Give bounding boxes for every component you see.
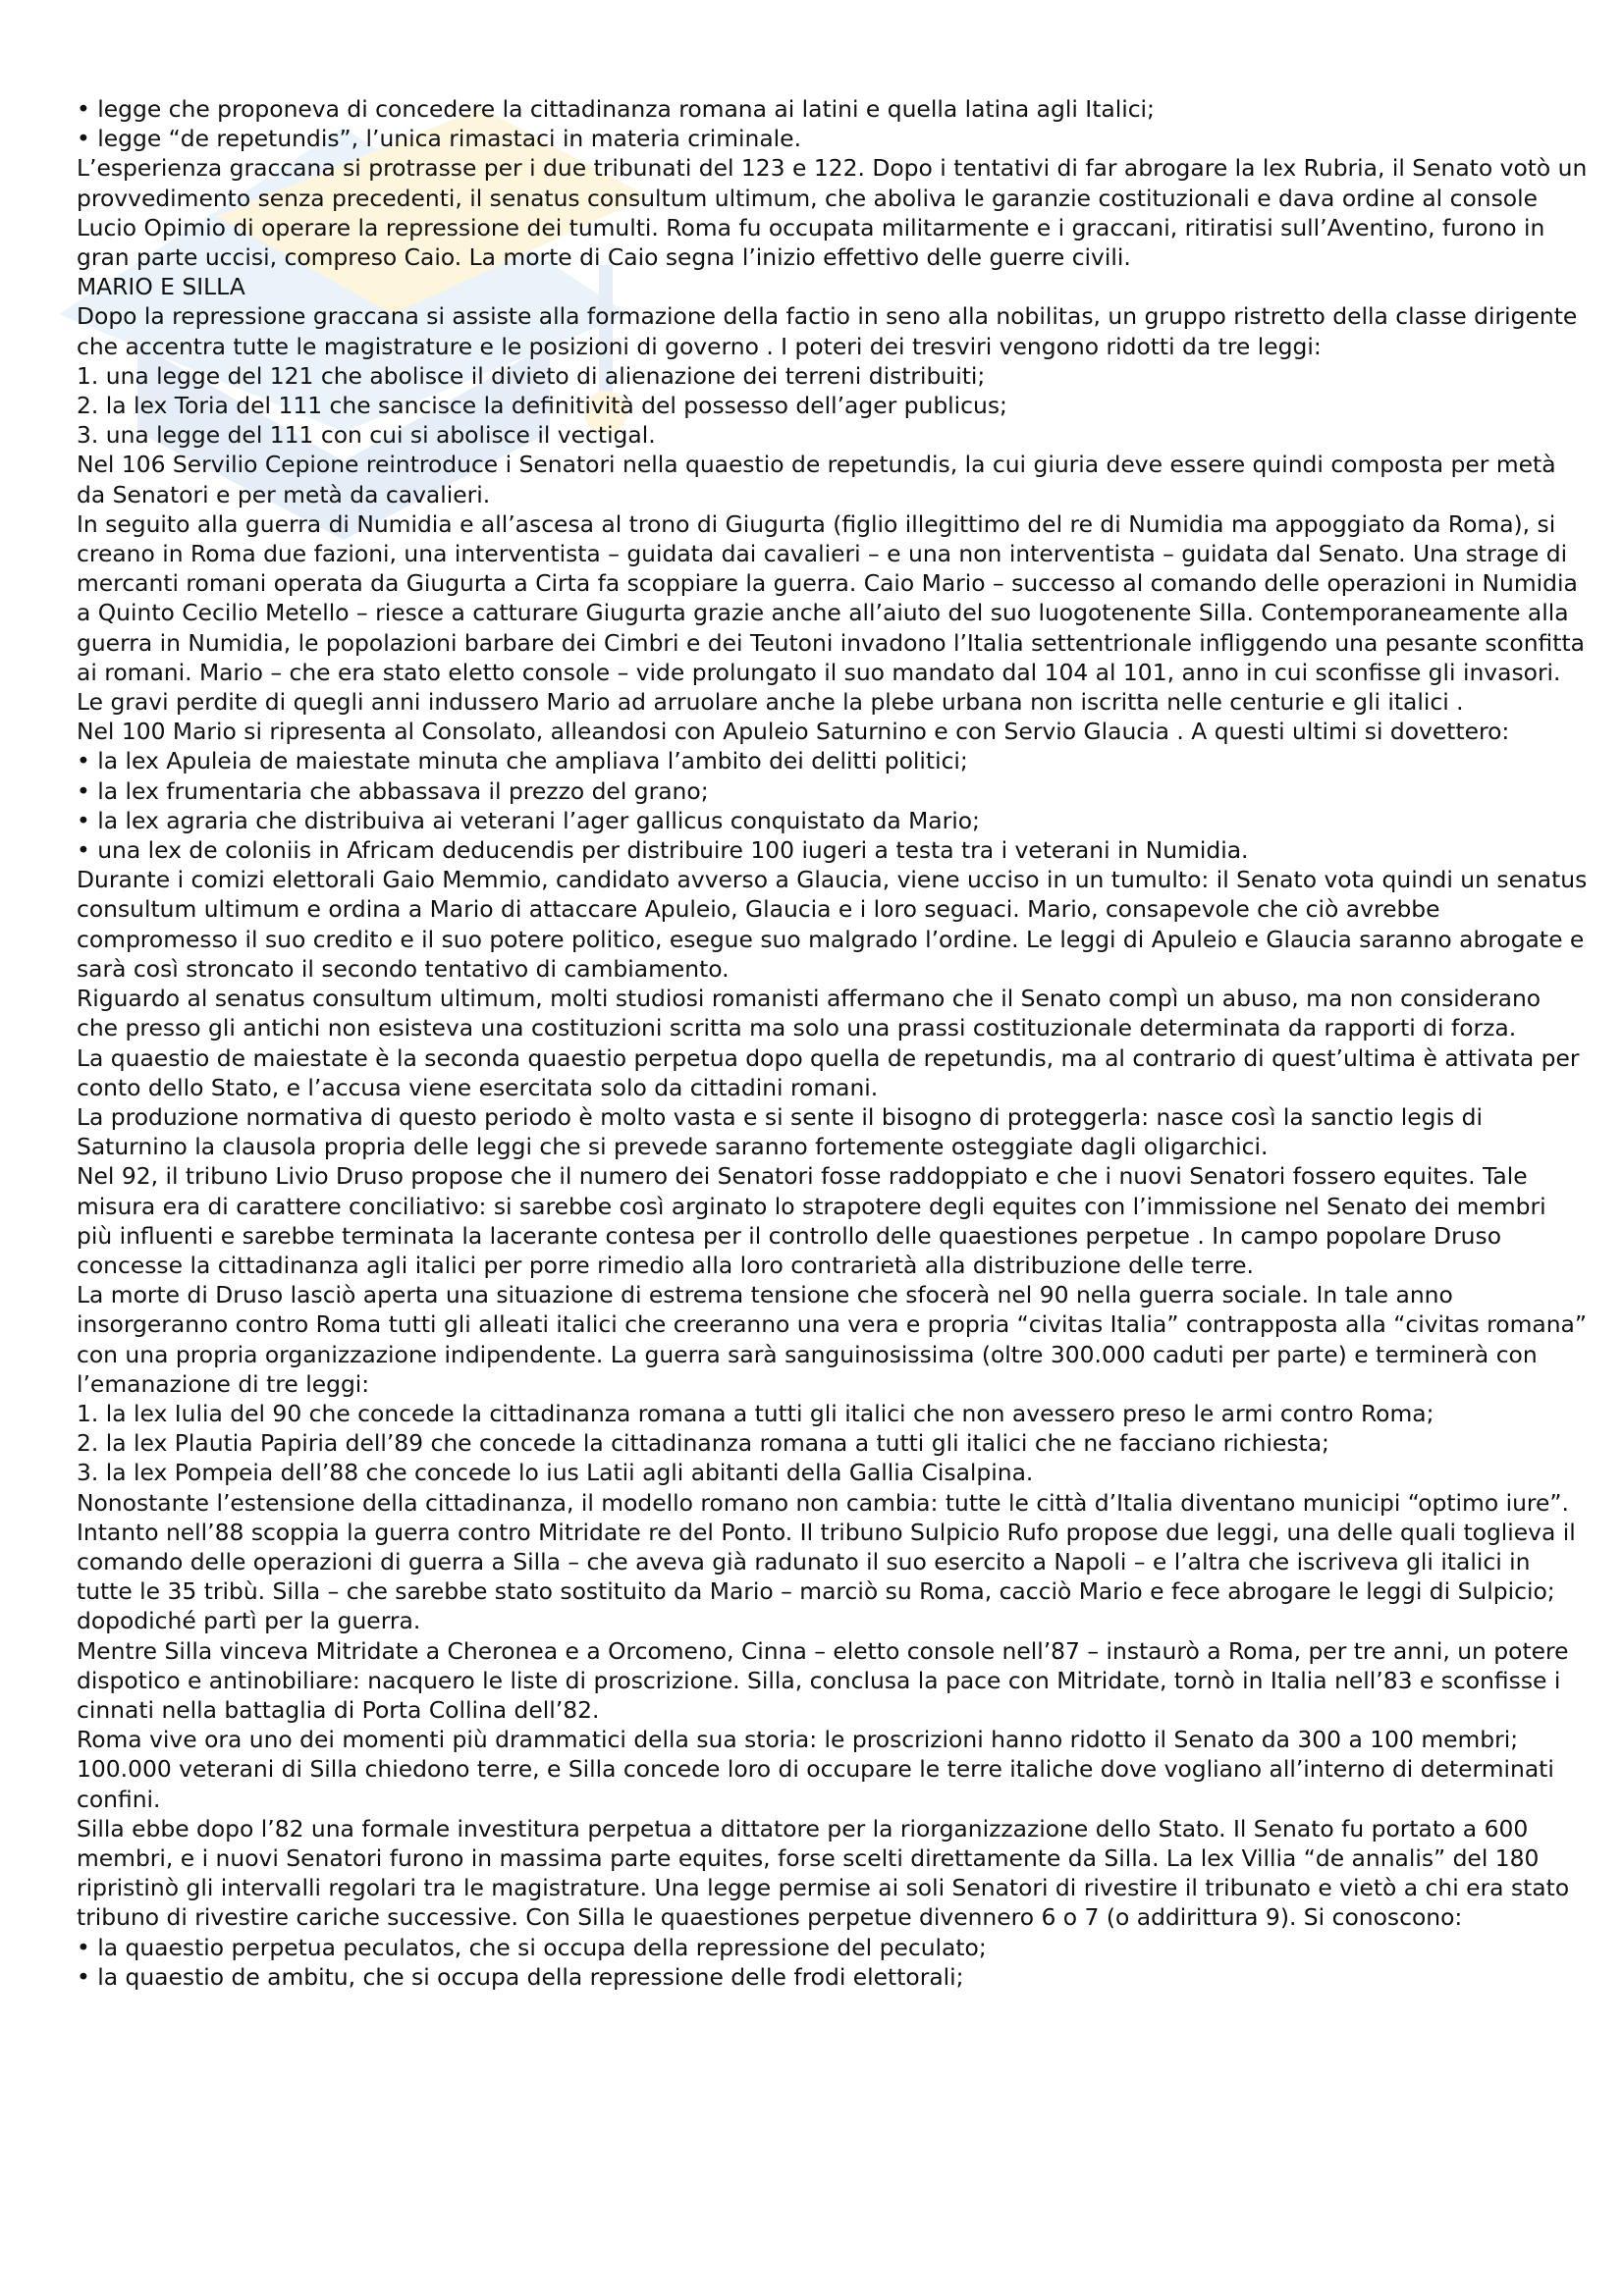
list-item: 2. la lex Toria del 111 che sancisce la definitività del possesso dell’ager publicus; [77,392,1007,420]
list-item: 1. la lex Iulia del 90 che concede la cittadinanza romana a tutti gli italici che non avessero preso le armi contro Roma; [77,1399,1434,1427]
list-leggi-apuleio [77,746,1589,865]
list-leggi-cittadinanza [77,1399,1589,1488]
paragraph-livio-druso: Nel 92, il tribuno Livio Druso propose che il numero dei Senatori fosse raddoppiato e che i nuovi Senatori fossero equites. Tale misura era di carattere conciliativo: si sarebbe così arginato lo strapotere degli equites con l’immissione nel Senato dei membri più influenti e sarebbe terminata la lacerante contesa per il controllo delle quaestiones perpetue . In campo popolare Druso concesse la cittadinanza agli italici per porre rimedio alla loro contrarietà alla distribuzione delle terre. [77,1162,1546,1279]
list-quaestiones [77,1933,1589,1992]
list-item: • una lex de coloniis in Africam deducendis per distribuire 100 iugeri a testa tra i veterani in Numidia. [77,836,1249,865]
paragraph-guerra-numidia: In seguito alla guerra di Numidia e all’ascesa al trono di Giugurta (figlio illegittimo del re di Numidia ma appoggiato da Roma), si creano in Roma due fazioni, una interventista – guidata dai cavalieri – e una non interventista – guidata dal Senato. Una strage di mercanti romani operata da Giugurta a Cirta fa scoppiare la guerra. Caio Mario – successo al comando delle operazioni in Numidia a Quinto Cecilio Metello – riesce a catturare Giugurta grazie anche all’aiuto del suo luogotenente Silla. Contemporaneamente alla guerra in Numidia, le popolazioni barbare dei Cimbri e dei Teutoni invadono l’Italia settentrionale infliggendo una pesante sconfitta ai romani. Mario – che era stato eletto console – vide prolungato il suo mandato dal 104 al 101, anno in cui sconfisse gli invasori. Le gravi perdite di quegli anni indussero Mario ad arruolare anche la plebe urbana non iscritta nelle centurie e gli italici . [77,509,1585,717]
list-item: • la quaestio de ambitu, che si occupa della repressione delle frodi elettorali; [77,1962,964,1991]
bullet-legge-de-repetundis: • legge “de repetundis”, l’unica rimastaci in materia criminale. [77,125,802,153]
paragraph-estensione-cittadinanza: Nonostante l’estensione della cittadinanza, il modello romano non cambia: tutte le città d’Italia diventano municipi “optimo iure”. [77,1488,1569,1517]
paragraph-proscrizioni: Roma vive ora uno dei momenti più drammatici della sua storia: le proscrizioni hanno ridotto il Senato da 300 a 100 membri; 100.000 veterani di Silla chiedono terre, e Silla concede loro di occupare le terre italiche dove vogliano all’interno di determinati confini. [77,1726,1554,1813]
paragraph-produzione-normativa: La produzione normativa di questo periodo è molto vasta e si sente il bisogno di proteggerla: nasce così la sanctio legis di Saturnino la clausola propria delle leggi che si prevede saranno fortemente osteggiate dagli oligarchici. [77,1102,1483,1161]
section-heading-mario-e-silla: MARIO E SILLA [77,273,245,301]
list-item: • la lex agraria che distribuiva ai veterani l’ager gallicus conquistato da Mario; [77,806,980,834]
document-page [77,94,1589,1992]
paragraph-senatus-consultum: Riguardo al senatus consultum ultimum, molti studiosi romanisti affermano che il Senato compì un abuso, ma non considerano che presso gli antichi non esisteva una costituzioni scritta ma solo una prassi costituzionale determinata da rapporti di forza. [77,985,1542,1042]
paragraph-servilio-cepione: Nel 106 Servilio Cepione reintroduce i Senatori nella quaestio de repetundis, la cui giuria deve essere quindi composta per metà da Senatori e per metà da cavalieri. [77,451,1556,508]
list-item: • la quaestio perpetua peculatos, che si occupa della repressione del peculato; [77,1933,987,1961]
paragraph-comizi-elettorali: Durante i comizi elettorali Gaio Memmio, candidato avverso a Glaucia, viene ucciso in un tumulto: il Senato vota quindi un senatus consultum ultimum e ordina a Mario di attaccare Apuleio, Glaucia e i loro seguaci. Mario, consapevole che ciò avrebbe compromesso il suo credito e il suo potere politico, esegue suo malgrado l’ordine. Le leggi di Apuleio e Glaucia saranno abrogate e sarà così stroncato il secondo tentativo di cambiamento. [77,866,1588,983]
paragraph-guerra-sociale: La morte di Druso lasciò aperta una situazione di estrema tensione che sfocerà nel 90 nella guerra sociale. In tale anno insorgeranno contro Roma tutti gli alleati italici che creeranno una vera e propria “civitas Italia” contrapposta alla “civitas romana” con una propria organizzazione indipendente. La guerra sarà sanguinosissima (oltre 300.000 caduti per parte) e terminerà con l’emanazione di tre leggi: [77,1281,1587,1398]
list-item: 3. una legge del 111 con cui si abolisce il vectigal. [77,421,656,450]
bullet-cittadinanza-latini: • legge che proponeva di concedere la cittadinanza romana ai latini e quella latina agli Italici; [77,95,1155,123]
list-leggi-tresviri [77,361,1589,451]
paragraph-guerra-mitridate: Intanto nell’88 scoppia la guerra contro Mitridate re del Ponto. Il tribuno Sulpicio Rufo propose due leggi, una delle quali toglieva il comando delle operazioni di guerra a Silla – che aveva già radunato il suo esercito a Napoli – e l’altra che iscriveva gli italici in tutte le 35 tribù. Silla – che sarebbe stato sostituito da Mario – marciò su Roma, cacciò Mario e fece abrogare le leggi di Sulpicio; dopodiché partì per la guerra. [77,1518,1576,1635]
paragraph-silla-dittatore: Silla ebbe dopo l’82 una formale investitura perpetua a dittatore per la riorganizzazione dello Stato. Il Senato fu portato a 600 membri, e i nuovi Senatori furono in massima parte equites, forse scelti direttamente da Silla. La lex Villia “de annalis” del 180 ripristinò gli intervalli regolari tra le magistrature. Una legge permise ai soli Senatori di rivestire il tribunato e vietò a chi era stato tribuno di rivestire cariche successive. Con Silla le quaestiones perpetue divennero 6 o 7 (o addirittura 9). Si conoscono: [77,1814,1570,1932]
list-item: • la lex frumentaria che abbassava il prezzo del grano; [77,776,709,805]
list-item: 2. la lex Plautia Papiria dell’89 che concede la cittadinanza romana a tutti gli italici che ne facciano richiesta; [77,1429,1329,1458]
list-item: • la lex Apuleia de maiestate minuta che ampliava l’ambito dei delitti politici; [77,747,968,775]
paragraph-esperienza-graccana: L’esperienza graccana si protrasse per i due tribunati del 123 e 122. Dopo i tentativi di far abrogare la lex Rubria, il Senato votò un provvedimento senza precedenti, il senatus consultum ultimum, che aboliva le garanzie costituzionali e dava ordine al console Lucio Opimio di operare la repressione dei tumulti. Roma fu occupata militarmente e i graccani, ritiratisi sull’Aventino, furono in gran parte uccisi, compreso Caio. La morte di Caio segna l’inizio effettivo delle guerre civili. [77,154,1588,272]
list-item: 3. la lex Pompeia dell’88 che concede lo ius Latii agli abitanti della Gallia Cisalpina. [77,1459,1034,1487]
paragraph-quaestio-maiestate: La quaestio de maiestate è la seconda quaestio perpetua dopo quella de repetundis, ma al contrario di quest’ultima è attivata per conto dello Stato, e l’accusa viene esercitata solo da cittadini romani. [77,1043,1580,1101]
paragraph-cinna: Mentre Silla vinceva Mitridate a Cheronea e a Orcomeno, Cinna – eletto console nell’87 – instaurò a Roma, per tre anni, un potere dispotico e antinobiliare: nacquero le liste di proscrizione. Silla, conclusa la pace con Mitridate, tornò in Italia nell’83 e sconfisse i cinnati nella battaglia di Porta Collina dell’82. [77,1636,1569,1724]
paragraph-mario-consolato: Nel 100 Mario si ripresenta al Consolato, alleandosi con Apuleio Saturnino e con Servio Glaucia . A questi ultimi si dovettero: [77,718,1510,746]
paragraph-factio-nobilitas: Dopo la repressione graccana si assiste alla formazione della factio in seno alla nobilitas, un gruppo ristretto della classe dirigente che accentra tutte le magistrature e le posizioni di governo . I poteri dei tresviri vengono ridotti da tre leggi: [77,302,1578,360]
list-item: 1. una legge del 121 che abolisce il divieto di alienazione dei terreni distribuiti; [77,361,986,390]
